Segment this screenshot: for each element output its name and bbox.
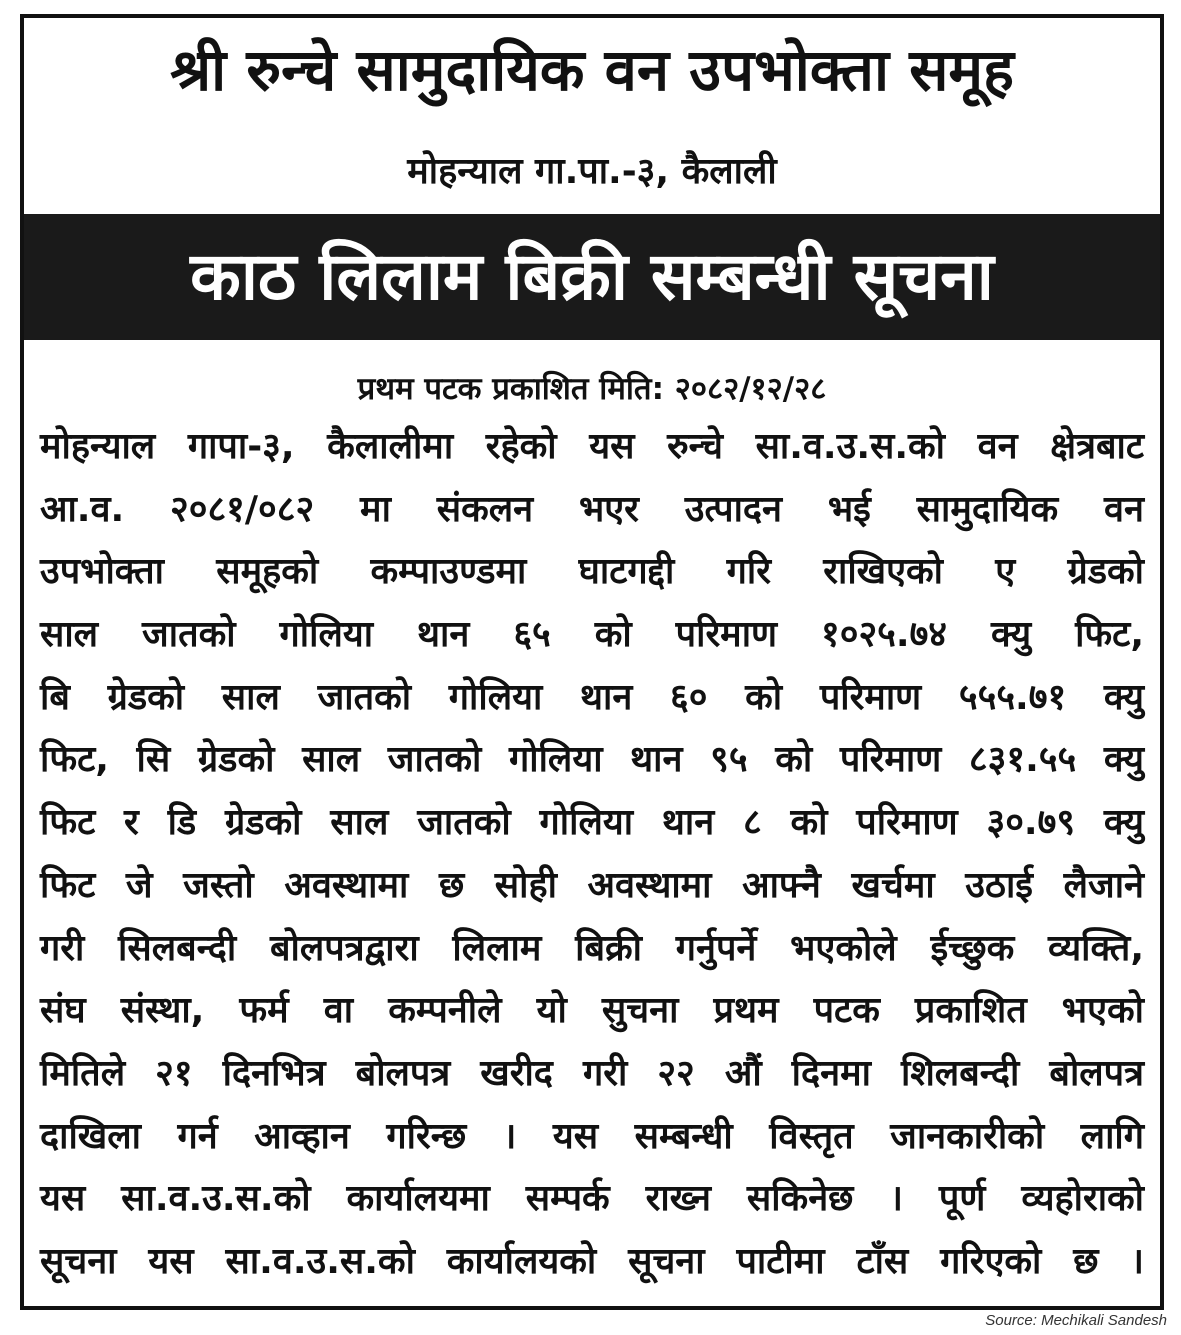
body-line: उपभोक्ता समूहको कम्पाउण्डमा घाटगद्दी गरि राखिएको ए ग्रेडको — [40, 551, 1144, 593]
body-line: फिट र डि ग्रेडको साल जातको गोलिया थान ८ को परिमाण ३०.७९ क्यु — [40, 802, 1144, 844]
notice-header — [24, 18, 1160, 214]
source-credit: Source: Mechikali Sandesh — [985, 1312, 1167, 1329]
body-line: आ.व. २०८१/०८२ मा संकलन भएर उत्पादन भई सामुदायिक वन — [40, 488, 1144, 530]
body-line: मोहन्याल गापा-३, कैलालीमा रहेको यस रुन्चे सा.व.उ.स.को वन क्षेत्रबाट — [40, 426, 1144, 467]
notice-frame — [20, 14, 1164, 1310]
body-line: फिट जे जस्तो अवस्थामा छ सोही अवस्थामा आफ्नै खर्चमा उठाई लैजाने — [40, 864, 1144, 906]
notice-body — [40, 416, 1144, 1294]
body-line: फिट, सि ग्रेडको साल जातको गोलिया थान ९५ को परिमाण ८३१.५५ क्यु — [40, 739, 1144, 781]
body-line: साल जातको गोलिया थान ६५ को परिमाण १०२५.७४ क्यु फिट, — [40, 614, 1144, 656]
organization-title: श्री रुन्चे सामुदायिक वन उपभोक्ता समूह — [170, 36, 1014, 104]
body-line: यस सा.व.उ.स.को कार्यालयमा सम्पर्क राख्न सकिनेछ । पूर्ण व्यहोराको — [40, 1178, 1144, 1220]
body-line: मितिले २१ दिनभित्र बोलपत्र खरीद गरी २२ औं दिनमा शिलबन्दी बोलपत्र — [40, 1052, 1144, 1094]
publish-date: प्रथम पटक प्रकाशित मिति: २०८२/१२/२८ — [357, 371, 827, 407]
body-line: संघ संस्था, फर्म वा कम्पनीले यो सुचना प्रथम पटक प्रकाशित भएको — [40, 990, 1144, 1032]
body-line: गरी सिलबन्दी बोलपत्रद्वारा लिलाम बिक्री गर्नुपर्ने भएकोले ईच्छुक व्यक्ति, — [40, 927, 1144, 969]
body-line: बि ग्रेडको साल जातको गोलिया थान ६० को परिमाण ५५५.७१ क्यु — [40, 676, 1144, 718]
organization-address: मोहन्याल गा.पा.-३, कैलाली — [407, 151, 777, 192]
notice-heading-banner: काठ लिलाम बिक्री सम्बन्धी सूचना — [24, 214, 1160, 340]
body-line: सूचना यस सा.व.उ.स.को कार्यालयको सूचना पाटीमा टाँस गरिएको छ । — [40, 1240, 1144, 1282]
body-line: दाखिला गर्न आव्हान गरिन्छ । यस सम्बन्धी विस्तृत जानकारीको लागि — [40, 1115, 1144, 1157]
